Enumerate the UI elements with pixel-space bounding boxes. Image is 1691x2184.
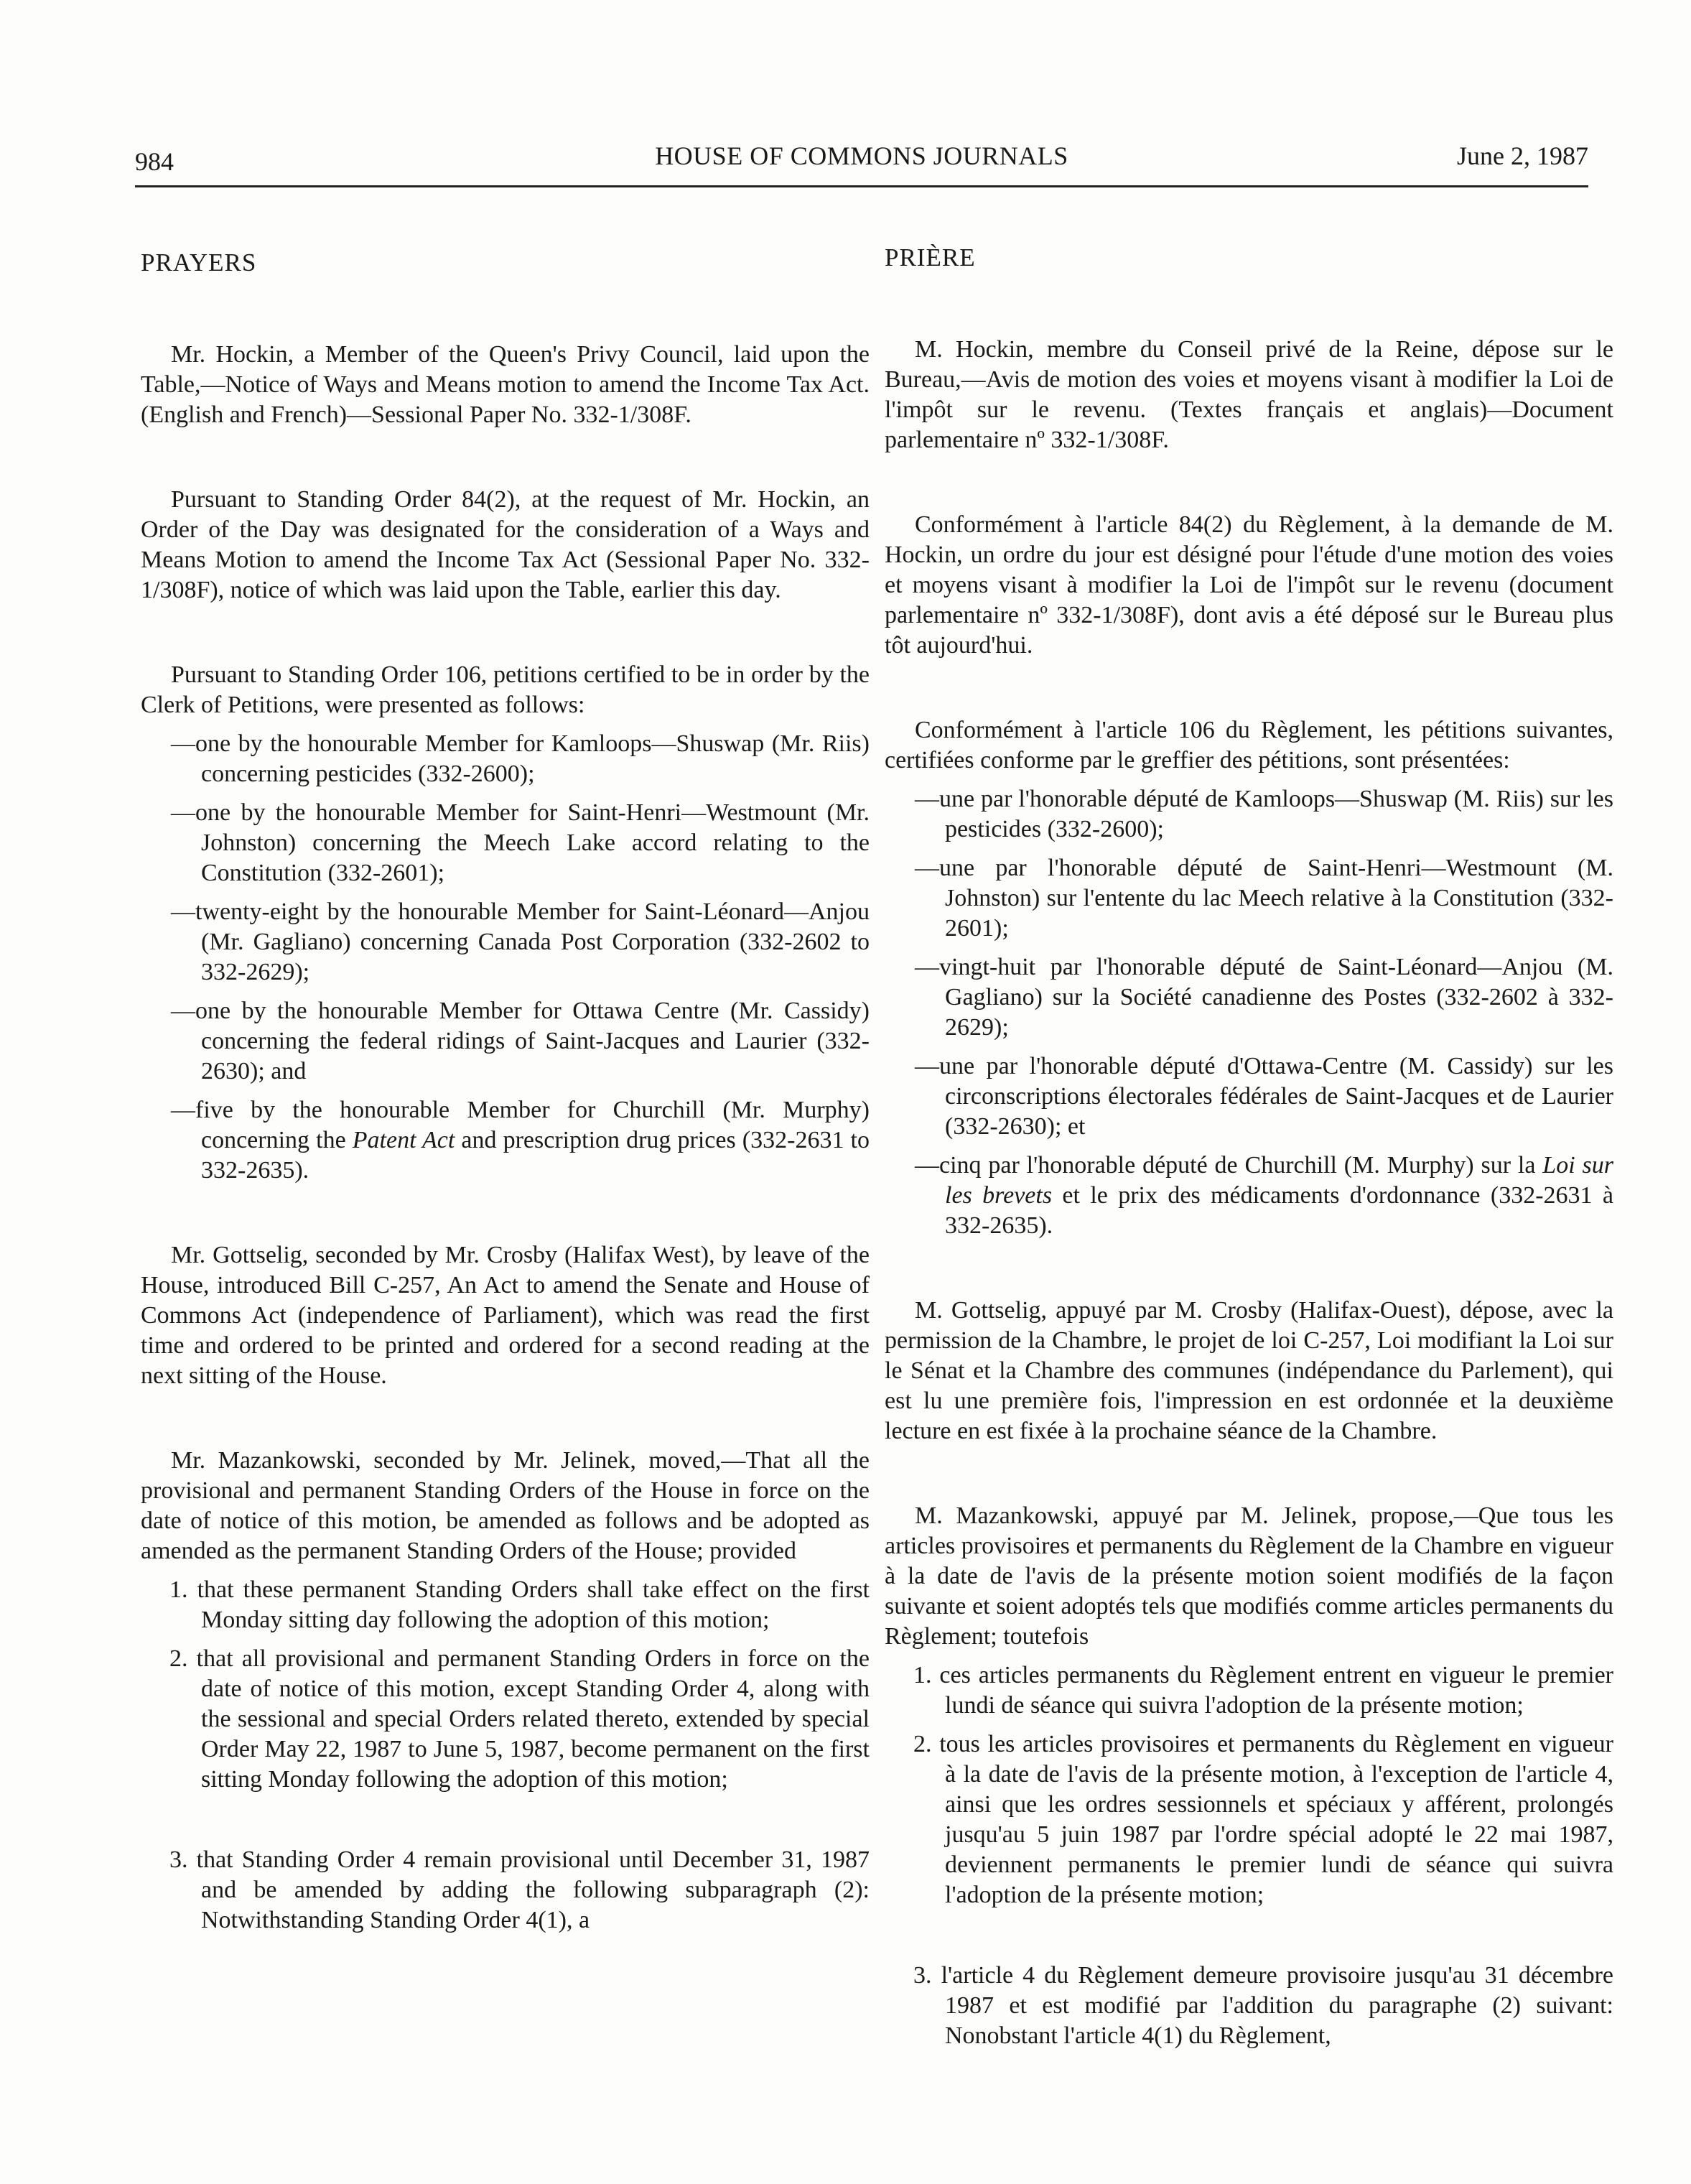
act-title: Loi sur les brevets xyxy=(945,1152,1613,1209)
paragraph-tabled-notice: Mr. Hockin, a Member of the Queen's Privy Council, laid upon the Table,—Notice of Ways and Means motion to amend the Income Tax Act. (English and French)—Sessional Paper No. 332-1/308F. xyxy=(141,341,870,428)
paragraph-tabled-notice: M. Hockin, membre du Conseil privé de la Reine, dépose sur le Bureau,—Avis de motion des voies et moyens visant à modifier la Loi de l'impôt sur le revenu. (Textes français et anglais)—Document parlementaire nº 332-1/308F. xyxy=(885,336,1613,453)
french-column xyxy=(885,243,1613,2060)
paragraph-standing-orders-motion: M. Mazankowski, appuyé par M. Jelinek, propose,—Que tous les articles provisoires et permanents du Règlement de la Chambre en vigueur à la date de l'avis de la présente motion soient modifiés de la façon suivante et soient adoptés tels que modifiés comme articles permanents du Règlement; toutefois xyxy=(885,1502,1613,1650)
paragraph-bill-c257: Mr. Gottselig, seconded by Mr. Crosby (Halifax West), by leave of the House, introduced Bill C-257, An Act to amend the Senate and House of Commons Act (independence of Parliament), which was read the first time and ordered to be printed and ordered for a second reading at the next sitting of the House. xyxy=(141,1242,870,1389)
header-date: June 2, 1987 xyxy=(1457,141,1588,170)
numbered-item: 2. tous les articles provisoires et permanents du Règlement en vigueur à la date de l'avis de la présente motion, à l'exception de l'article 4, ainsi que les ordres sessionnels et spéciaux y afférent, prolongés jusqu'au 5 juin 1987 par l'ordre spécial adopté le 22 mai 1987, deviennent permanents le premier lundi de séance qui suivra l'adoption de la présente motion; xyxy=(913,1731,1613,1908)
petition-item: —twenty-eight by the honourable Member for Saint-Léonard—Anjou (Mr. Gagliano) concerning Canada Post Corporation (332-2602 to 332-2629); xyxy=(171,898,870,985)
petition-item: —une par l'honorable député de Kamloops—Shuswap (M. Riis) sur les pesticides (332-2600); xyxy=(915,786,1613,842)
petition-item: —vingt-huit par l'honorable député de Saint-Léonard—Anjou (M. Gagliano) sur la Société canadienne des Postes (332-2602 à 332-2629); xyxy=(915,954,1613,1041)
petition-item: —one by the honourable Member for Saint-Henri—Westmount (Mr. Johnston) concerning the Meech Lake accord relating to the Constitution (332-2601); xyxy=(171,799,870,886)
paragraph-order-of-day: Conformément à l'article 84(2) du Règlement, à la demande de M. Hockin, un ordre du jour est désigné pour l'étude d'une motion des voies et moyens visant à modifier la Loi de l'impôt sur le revenu (document parlementaire nº 332-1/308F), dont avis a été déposé sur le Bureau plus tôt aujourd'hui. xyxy=(885,511,1613,659)
numbered-item: 1. that these permanent Standing Orders shall take effect on the first Monday sitting day following the adoption of this motion; xyxy=(169,1576,870,1633)
petition-item xyxy=(141,1095,870,1186)
section-heading-priere: PRIÈRE xyxy=(885,243,976,271)
petition-text: and prescription drug prices (332-2631 to 332-2635). xyxy=(201,1127,870,1184)
paragraph-petitions-intro: Pursuant to Standing Order 106, petitions certified to be in order by the Clerk of Petitions, were presented as follows: xyxy=(141,661,870,718)
page-number: 984 xyxy=(135,147,174,176)
petition-item: —une par l'honorable député d'Ottawa-Centre (M. Cassidy) sur les circonscriptions électorales fédérales de Saint-Jacques et de Laurier (332-2630); et xyxy=(915,1053,1613,1140)
section-heading-prayers: PRAYERS xyxy=(141,248,257,277)
petition-text: et le prix des médicaments d'ordonnance (332-2631 à 332-2635). xyxy=(945,1182,1613,1239)
english-column xyxy=(141,248,870,1944)
journal-title: HOUSE OF COMMONS JOURNALS xyxy=(655,141,1068,170)
petition-item: —one by the honourable Member for Ottawa Centre (Mr. Cassidy) concerning the federal ridings of Saint-Jacques and Laurier (332-2630); and xyxy=(171,998,870,1084)
header-rule xyxy=(135,185,1588,187)
petition-text: —five by the honourable Member for Churchill (Mr. Murphy) concerning the xyxy=(171,1097,870,1153)
numbered-item: 1. ces articles permanents du Règlement entrent en vigueur le premier lundi de séance qui suivra l'adoption de la présente motion; xyxy=(913,1662,1613,1719)
numbered-item: 3. l'article 4 du Règlement demeure provisoire jusqu'au 31 décembre 1987 et est modifié par l'addition du paragraphe (2) suivant: Nonobstant l'article 4(1) du Règlement, xyxy=(913,1962,1613,2049)
running-header xyxy=(135,141,1588,178)
numbered-item: 3. that Standing Order 4 remain provisional until December 31, 1987 and be amended by adding the following subparagraph (2): Notwithstanding Standing Order 4(1), a xyxy=(169,1846,870,1933)
paragraph-bill-c257: M. Gottselig, appuyé par M. Crosby (Halifax-Ouest), dépose, avec la permission de la Chambre, le projet de loi C-257, Loi modifiant la Loi sur le Sénat et la Chambre des communes (indépendance du Parlement), qui est lu une première fois, l'impression en est ordonnée et la deuxième lecture en est fixée à la prochaine séance de la Chambre. xyxy=(885,1297,1613,1444)
act-title: Patent Act xyxy=(352,1127,455,1153)
paragraph-standing-orders-motion: Mr. Mazankowski, seconded by Mr. Jelinek, moved,—That all the provisional and permanent Standing Orders of the House in force on the date of notice of this motion, be amended as follows and be adopted as amended as the permanent Standing Orders of the House; provided xyxy=(141,1447,870,1564)
petition-text: —cinq par l'honorable député de Churchill (M. Murphy) sur la xyxy=(915,1152,1543,1179)
petition-item xyxy=(885,1151,1613,1241)
paragraph-order-of-day: Pursuant to Standing Order 84(2), at the request of Mr. Hockin, an Order of the Day was designated for the consideration of a Ways and Means Motion to amend the Income Tax Act (Sessional Paper No. 332-1/308F), notice of which was laid upon the Table, earlier this day. xyxy=(141,486,870,603)
numbered-item: 2. that all provisional and permanent Standing Orders in force on the date of notice of this motion, except Standing Order 4, along with the sessional and special Orders related thereto, extended by special Order May 22, 1987 to June 5, 1987, become permanent on the first sitting Monday following the adoption of this motion; xyxy=(169,1645,870,1793)
paragraph-petitions-intro: Conformément à l'article 106 du Règlement, les pétitions suivantes, certifiées conforme par le greffier des pétitions, sont présentées: xyxy=(885,717,1613,773)
petition-item: —one by the honourable Member for Kamloops—Shuswap (Mr. Riis) concerning pesticides (332-2600); xyxy=(171,730,870,787)
petition-item: —une par l'honorable député de Saint-Henri—Westmount (M. Johnston) sur l'entente du lac Meech relative à la Constitution (332-2601); xyxy=(915,855,1613,942)
